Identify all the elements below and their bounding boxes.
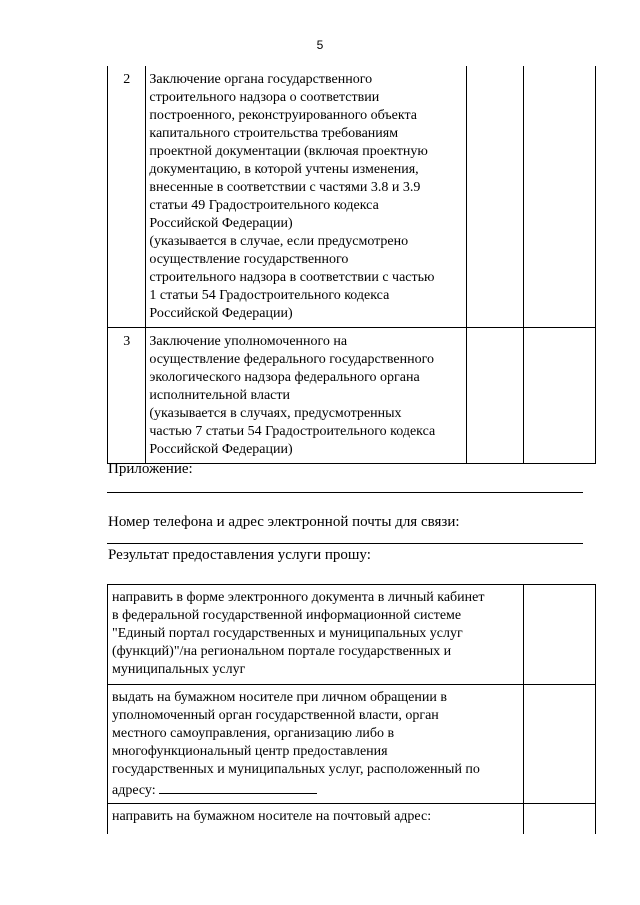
attachment-line[interactable] xyxy=(107,492,583,493)
attachment-label: Приложение: xyxy=(108,461,193,477)
option-text: направить в форме электронного документа в личный кабинет в федеральной государственной информационной системе "Единый портал государственных и муниципальных услуг (функций)"/на региональном портале государственных и муниципальных услуг xyxy=(112,590,485,677)
empty-cell[interactable] xyxy=(524,328,596,464)
empty-cell[interactable] xyxy=(466,66,524,328)
option-electronic xyxy=(108,585,524,685)
document-description xyxy=(146,66,466,328)
contact-label: Номер телефона и адрес электронной почты для связи: xyxy=(108,514,460,530)
option-postal xyxy=(108,804,524,834)
option-in-person xyxy=(108,685,524,804)
document-description xyxy=(146,328,466,464)
option-text: направить на бумажном носителе на почтовый адрес: xyxy=(112,809,432,824)
table-row xyxy=(108,804,596,834)
table-row xyxy=(108,328,596,464)
result-options-table xyxy=(107,584,596,834)
empty-cell[interactable] xyxy=(524,66,596,328)
option-checkbox[interactable] xyxy=(523,585,595,685)
table-row xyxy=(108,585,596,685)
address-blank[interactable] xyxy=(159,779,317,794)
row-number: 2 xyxy=(108,66,146,328)
contact-line[interactable] xyxy=(107,543,583,544)
document-text: Заключение уполномоченного на осуществление федерального государственного экологического надзора федерального органа исполнительной власти (указывается в случаях, предусмотренных частью 7 статьи 54 Градостроительного кодекса Российской Федерации) xyxy=(149,334,436,457)
table-row xyxy=(108,66,596,328)
option-checkbox[interactable] xyxy=(523,804,595,834)
result-request-label: Результат предоставления услуги прошу: xyxy=(108,547,371,563)
empty-cell[interactable] xyxy=(466,328,524,464)
option-text: выдать на бумажном носителе при личном обращении в уполномоченный орган государственной власти, орган местного самоуправления, организацию либо в многофункциональный центр предоставления государственных и муниципальных услуг, расположенный по адресу: xyxy=(112,690,480,798)
documents-table xyxy=(107,66,596,464)
document-text: Заключение органа государственного строительного надзора о соответствии построенного, реконструированного объекта капитального строительства требованиям проектной документации (включая проектную документацию, в которой учтены изменения, внесенные в соответствии с частями 3.8 и 3.9 статьи 49 Градостроительного кодекса Российской Федерации) (указывается в случае, если предусмотрено осуществление государственного строительного надзора в соответствии с частью 1 статьи 54 Градостроительного кодекса Российской Федерации) xyxy=(149,72,435,321)
table-row xyxy=(108,685,596,804)
row-number: 3 xyxy=(108,328,146,464)
option-checkbox[interactable] xyxy=(523,685,595,804)
page-number: 5 xyxy=(316,38,324,52)
